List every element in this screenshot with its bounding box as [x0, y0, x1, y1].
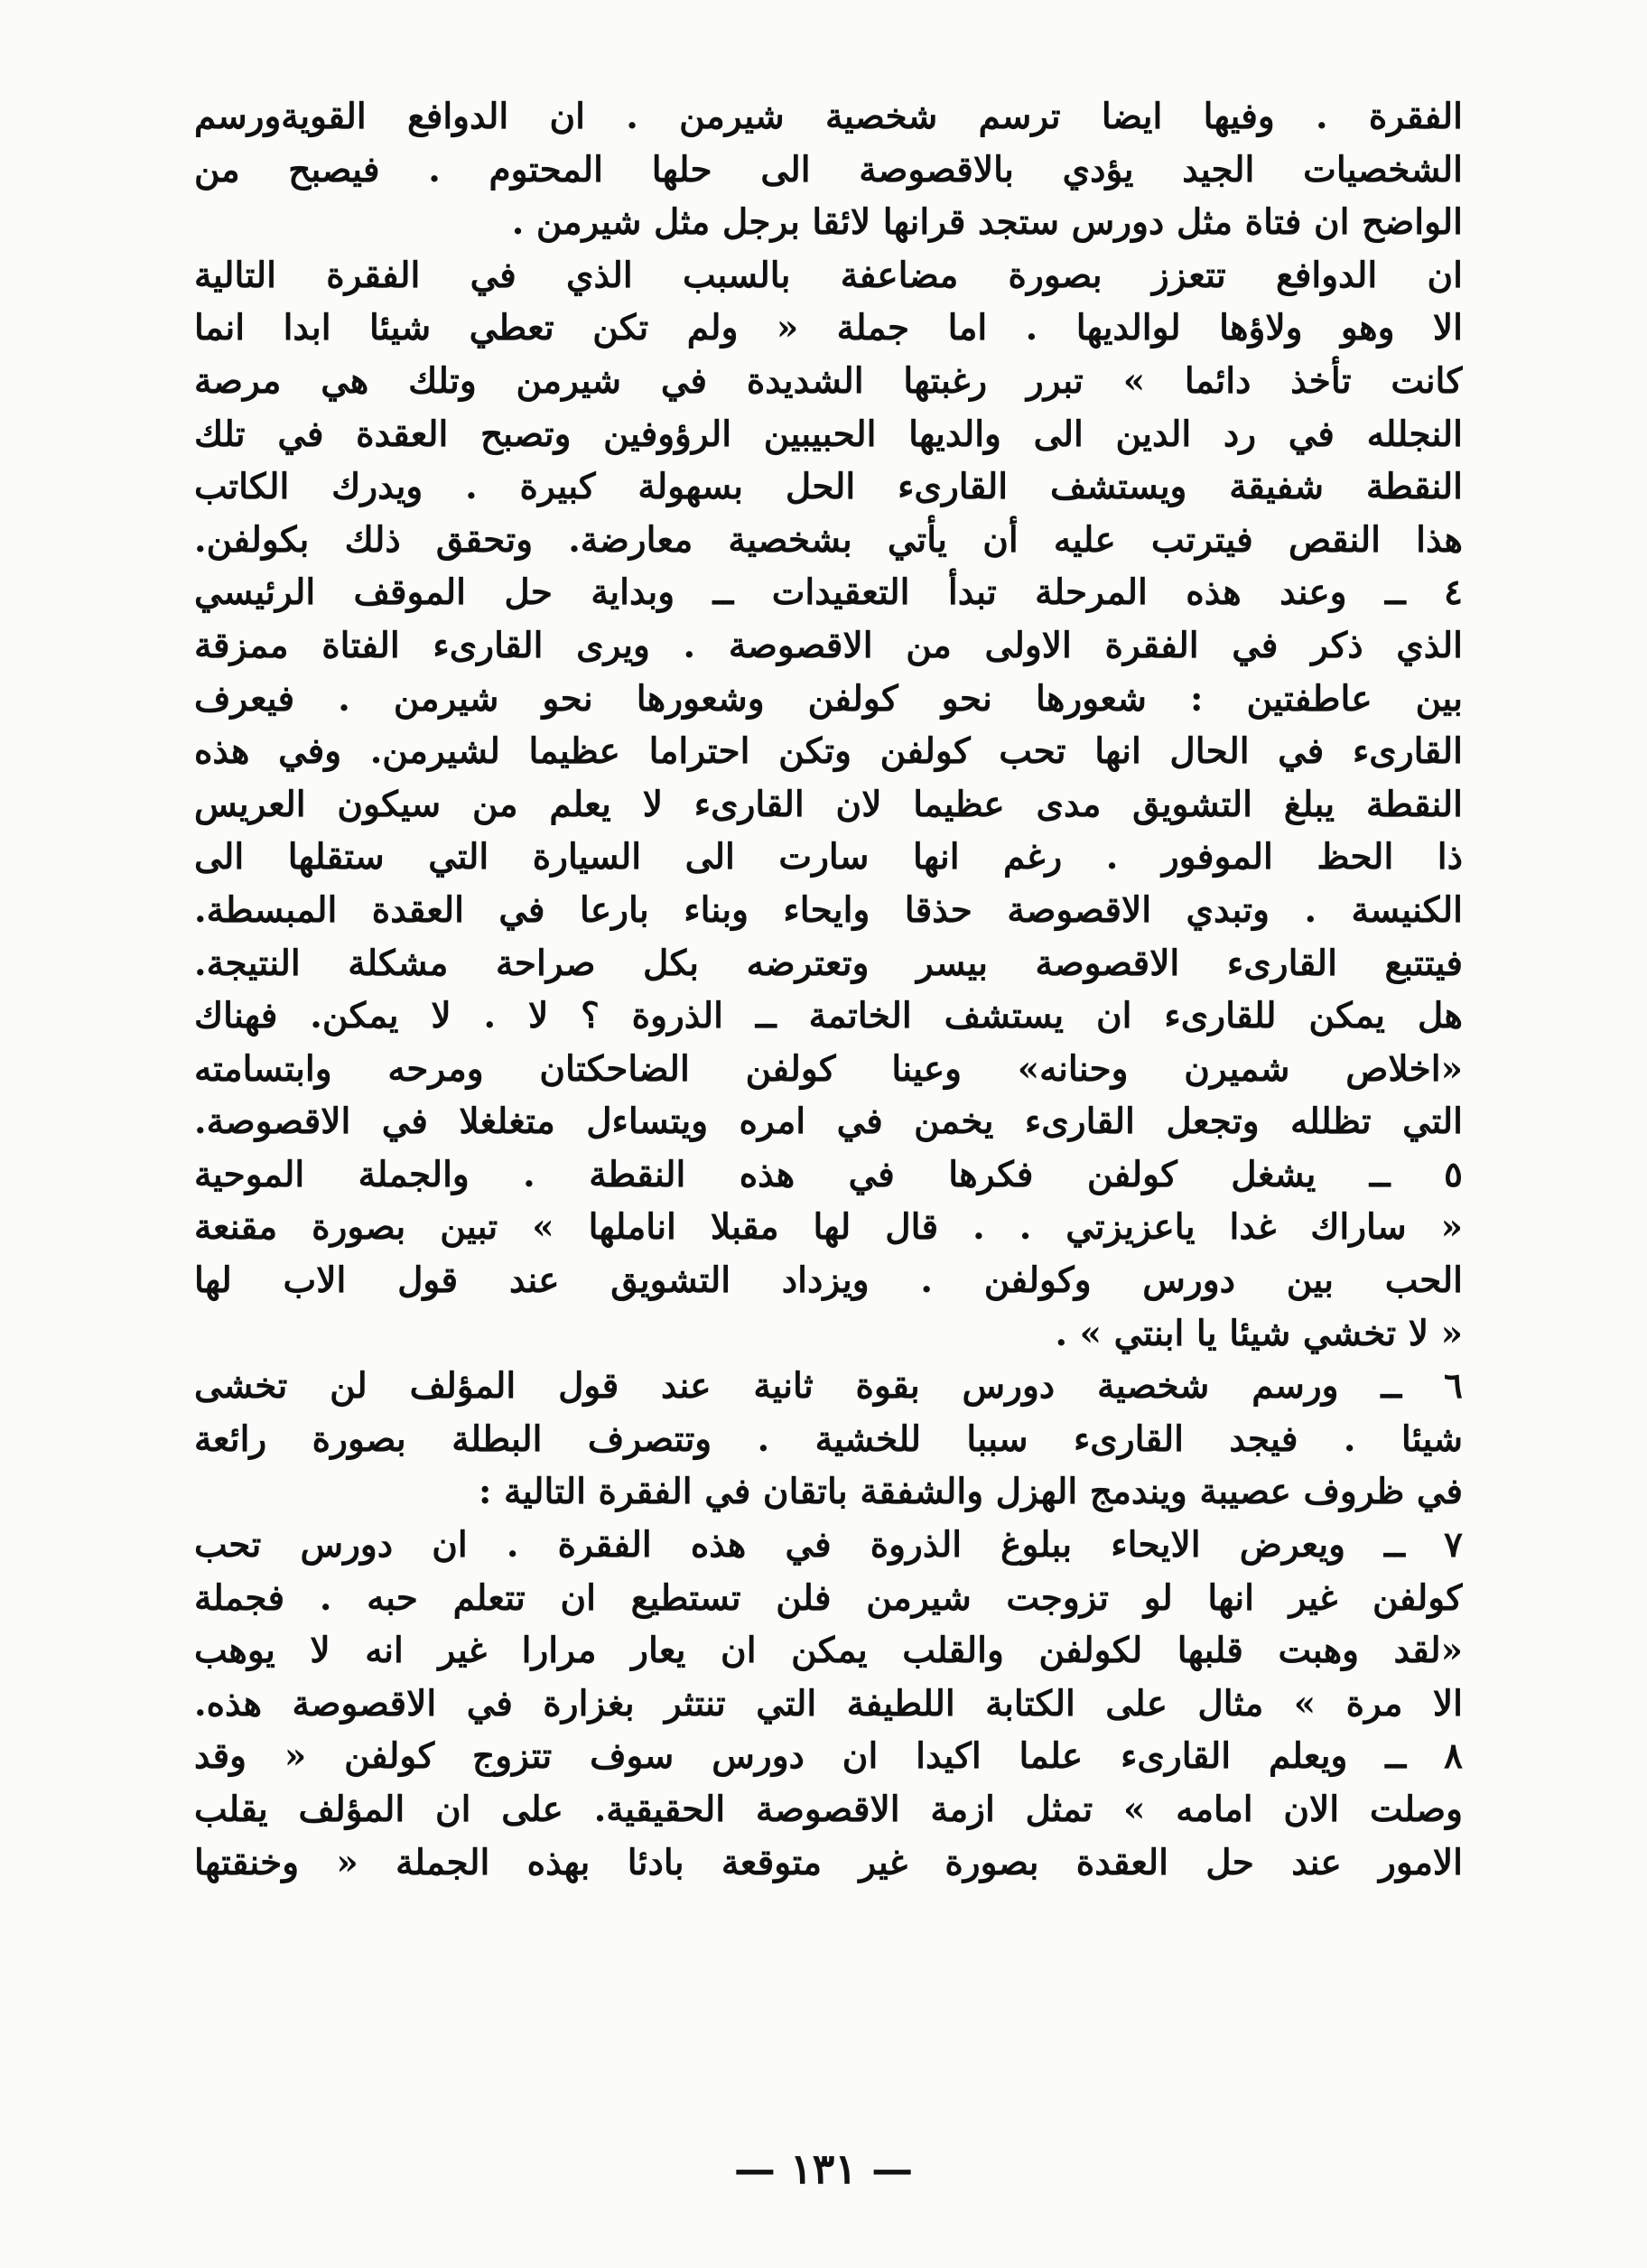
- page-number: — ١٣١ —: [733, 2144, 914, 2193]
- text-line: « ساراك غدا ياعزيزتي . . قال لها مقبلا اناملها » تبين بصورة مقنعة: [194, 1206, 1463, 1249]
- text-line: كولفن غير انها لو تزوجت شيرمن فلن تستطيع ان تتعلم حبه . فجملة: [194, 1576, 1463, 1619]
- text-line: هل يمكن للقارىء ان يستشف الخاتمة ــ الذروة ؟ لا . لا يمكن. فهناك: [194, 995, 1463, 1037]
- body-text: [194, 90, 1463, 1889]
- text-line: ٧ ــ ويعرض الايحاء ببلوغ الذروة في هذه الفقرة . ان دورس تحب: [194, 1524, 1463, 1566]
- text-line: ٦ ــ ورسم شخصية دورس بقوة ثانية عند قول المؤلف لن تخشى: [194, 1365, 1463, 1408]
- text-line: كانت تأخذ دائما » تبرر رغبتها الشديدة في شيرمن وتلك هي مرصة: [194, 359, 1463, 402]
- text-line: الذي ذكر في الفقرة الاولى من الاقصوصة . ويرى القارىء الفتاة ممزقة: [194, 624, 1463, 666]
- text-line: النقطة شفيقة ويستشف القارىء الحل بسهولة كبيرة . ويدرك الكاتب: [194, 466, 1463, 508]
- text-line: النجلله في رد الدين الى والديها الحبيبين الرؤوفين وتصبح العقدة في تلك: [194, 413, 1463, 455]
- text-line: الكنيسة . وتبدي الاقصوصة حذقا وايحاء وبناء بارعا في العقدة المبسطة.: [194, 888, 1463, 931]
- text-line: «اخلاص شميرن وحنانه» وعينا كولفن الضاحكتان ومرحه وابتسامته: [194, 1047, 1463, 1090]
- text-line: بين عاطفتين : شعورها نحو كولفن وشعورها نحو شيرمن . فيعرف: [194, 677, 1463, 720]
- text-line: فيتتبع القارىء الاقصوصة بيسر وتعترضه بكل صراحة مشكلة النتيجة.: [194, 942, 1463, 984]
- text-line: ان الدوافع تتعزز بصورة مضاعفة بالسبب الذي في الفقرة التالية: [194, 254, 1463, 296]
- text-line: شيئا . فيجد القارىء سببا للخشية . وتتصرف البطلة بصورة رائعة: [194, 1418, 1463, 1460]
- text-line: ذا الحظ الموفور . رغم انها سارت الى السيارة التي ستقلها الى: [194, 836, 1463, 878]
- text-line: الا مرة » مثال على الكتابة اللطيفة التي تنتثر بغزارة في الاقصوصة هذه.: [194, 1682, 1463, 1724]
- text-line: وصلت الان امامه » تمثل ازمة الاقصوصة الحقيقية. على ان المؤلف يقلب: [194, 1789, 1463, 1830]
- text-line: الامور عند حل العقدة بصورة غير متوقعة بادئا بهذه الجملة « وخنقتها: [194, 1841, 1463, 1883]
- text-line: ٤ ــ وعند هذه المرحلة تبدأ التعقيدات ــ وبداية حل الموقف الرئيسي: [194, 572, 1463, 614]
- text-line: «لقد وهبت قلبها لكولفن والقلب يمكن ان يعار مرارا غير انه لا يوهب: [194, 1630, 1463, 1672]
- text-line: الا وهو ولاؤها لوالديها . اما جملة « ولم تكن تعطي شيئا ابدا انما: [194, 307, 1463, 349]
- text-line: في ظروف عصيبة ويندمج الهزل والشفقة باتقان في الفقرة التالية :: [479, 1471, 1463, 1513]
- text-line: التي تظلله وتجعل القارىء يخمن في امره ويتساءل متغلغلا في الاقصوصة.: [194, 1101, 1463, 1143]
- text-line: الفقرة . وفيها ايضا ترسم شخصية شيرمن . ان الدوافع القويةورسم: [194, 96, 1463, 137]
- text-line: القارىء في الحال انها تحب كولفن وتكن احتراما عظيما لشيرمن. وفي هذه: [194, 730, 1463, 773]
- text-line: الحب بين دورس وكولفن . ويزداد التشويق عند قول الاب لها: [194, 1259, 1463, 1302]
- text-line: « لا تخشي شيئا يا ابنتي » .: [1055, 1312, 1463, 1354]
- text-line: الشخصيات الجيد يؤدي بالاقصوصة الى حلها المحتوم . فيصبح من: [194, 148, 1463, 191]
- text-line: ٥ ــ يشغل كولفن فكرها في هذه النقطة . والجملة الموحية: [194, 1153, 1463, 1195]
- text-line: ٨ ــ ويعلم القارىء علما اكيدا ان دورس سوف تتزوج كولفن « وقد: [194, 1735, 1463, 1778]
- text-line: الواضح ان فتاة مثل دورس ستجد قرانها لائقا برجل مثل شيرمن .: [511, 201, 1463, 244]
- text-line: هذا النقص فيترتب عليه أن يأتي بشخصية معارضة. وتحقق ذلك بكولفن.: [194, 518, 1463, 561]
- text-line: النقطة يبلغ التشويق مدى عظيما لان القارىء لا يعلم من سيكون العريس: [194, 783, 1463, 825]
